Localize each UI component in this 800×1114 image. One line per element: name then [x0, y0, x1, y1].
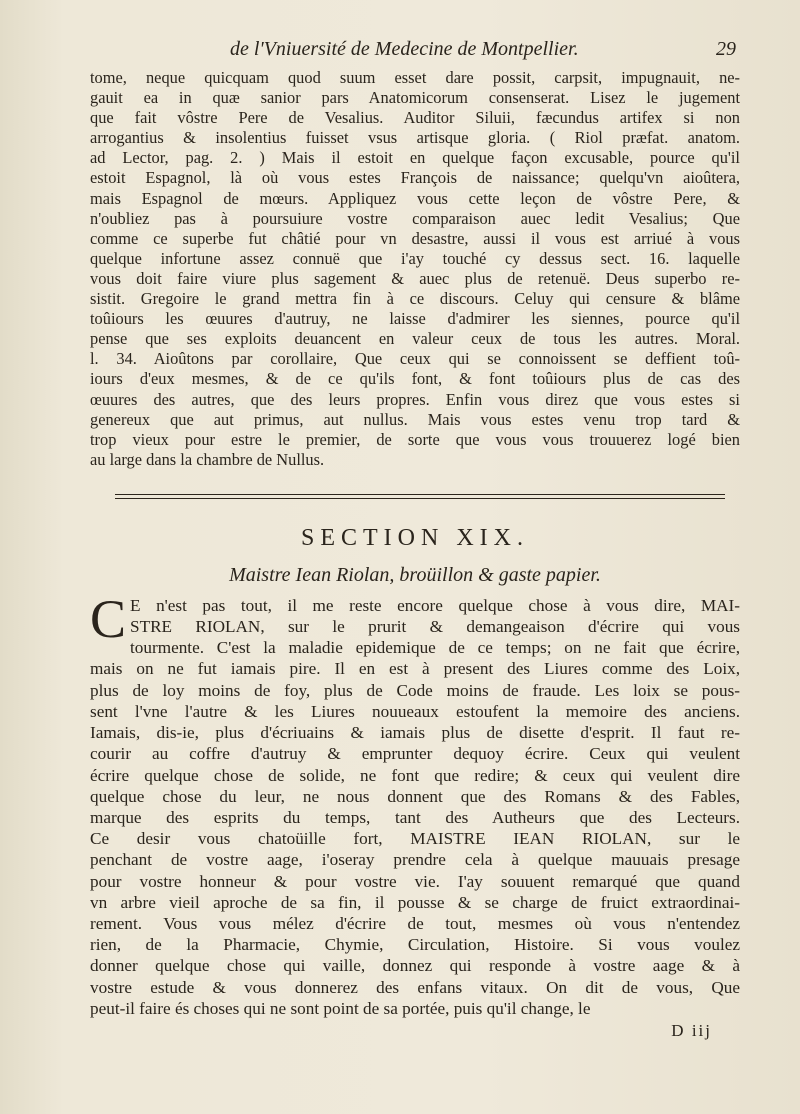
text-line: tourmente. C'est la maladie epidemique de ce temps; on ne fait que écrire, [130, 638, 740, 658]
text-line: mais on ne fut iamais pire. Il en est à present des Liures comme des Loix, [90, 659, 740, 679]
text-line: estoit Espagnol, là où vous estes François de naissance; quelqu'vn aioûtera, [90, 168, 740, 188]
text-line: mais Espagnol de mœurs. Appliquez vous cette leçon de vôstre Pere, & [90, 188, 740, 208]
text-line: tome, neque quicquam quod suum esset dare possit, carpsit, impugnauit, ne- [90, 68, 740, 87]
text-line: vostre estude & vous donnerez des enfans vitaux. On dit de vous, Que [90, 977, 740, 997]
drop-cap: C [90, 588, 127, 649]
text-line: comme ce superbe fut châtié pour vn desastre, aussi il vous est arriué à vous [90, 228, 740, 248]
text-line: que fait vôstre Pere de Vesalius. Auditor Siluii, fæcundus artifex si non [90, 108, 740, 128]
text-line: écrire quelque chose de solide, ne font que redire; & ceux qui veulent dire [90, 765, 740, 785]
text-line: sent l'vne l'autre & les Liures nouueaux estoufent la memoire des anciens. [90, 701, 740, 721]
text-line: quelque infortune assez connuë que i'ay touché cy dessus sect. 16. laquelle [90, 248, 740, 268]
text-line: courir au coffre d'autruy & emprunter dequoy écrire. Ceux qui veulent [90, 744, 740, 764]
text-line: toûiours les œuures d'autruy, ne laisse d'admirer les siennes, pource qu'il [90, 309, 740, 329]
section-body [90, 588, 740, 1019]
text-line: œuures des autres, que des leurs propres. Enfin vous direz que vous estes si [90, 389, 740, 409]
text-line: Iamais, dis-ie, plus d'écriuains & iamais plus de disette d'esprit. Il faut re- [90, 723, 740, 743]
text-line: ad Lector, pag. 2. ) Mais il estoit en quelque façon excusable, pource qu'il [90, 148, 740, 168]
section-rule [115, 494, 725, 499]
text-line: E n'est pas tout, il me reste encore quelque chose à vous dire, MAI- [130, 595, 740, 615]
text-line: vous doit faire viure plus sagement & auec plus de retenuë. Deus superbo re- [90, 268, 740, 288]
text-line: iours d'eux mesmes, & de ce qu'ils font, & font toûiours plus de cas des [90, 369, 740, 389]
text-line: quelque chose du leur, ne nous donnent que des Romans & des Fables, [90, 786, 740, 806]
text-line: genereux que aut primus, aut nullus. Mais vous estes venu trop tard & [90, 409, 740, 429]
text-line: Ce desir vous chatoüille fort, MAISTRE IEAN RIOLAN, sur le [90, 829, 740, 849]
section-subtitle: Maistre Iean Riolan, broüillon & gaste papier. [229, 563, 601, 586]
text-line: rement. Vous vous mélez d'écrire de tout, mesmes où vous n'entendez [90, 913, 740, 933]
passage-continuation [90, 68, 740, 470]
section-heading: SECTION XIX. [301, 524, 529, 551]
text-line: plus de loy moins de foy, plus de Code moins de fraude. Les loix se pous- [90, 680, 740, 700]
text-line: rien, de la Pharmacie, Chymie, Circulation, Histoire. Si vous voulez [90, 935, 740, 955]
text-line: arrogantius & insolentius fuisset vsus artisque gloria. ( Riol præfat. anatom. [90, 128, 740, 148]
text-line: vn arbre vieil aproche de sa fin, il pousse & se charge de fruict extraordinai- [90, 892, 740, 912]
text-line: pense que ses exploits deuancent en valeur ceux de tous les autres. Moral. [90, 329, 740, 349]
text-line: peut-il faire és choses qui ne sont point de sa portée, puis qu'il change, le [90, 998, 591, 1018]
page-number: 29 [716, 38, 736, 60]
signature-mark: D iij [671, 1020, 712, 1040]
text-line: pour vostre honneur & pour vostre vie. I'ay souuent remarqué que quand [90, 871, 740, 891]
text-line: gauit ea in quæ sanior pars Anatomicorum consenserat. Lisez le jugement [90, 88, 740, 108]
text-line: n'oubliez pas à poursuiure vostre comparaison auec ledit Vesalius; Que [90, 208, 740, 228]
text-line: trop vieux pour estre le premier, de sorte que vous vous trouuerez logé bien [90, 429, 740, 449]
text-line: au large dans la chambre de Nullus. [90, 449, 325, 469]
text-line: donner quelque chose qui vaille, donnez qui responde à vostre aage & à [90, 956, 740, 976]
text-line: STRE RIOLAN, sur le prurit & demangeaison d'écrire qui vous [130, 617, 740, 637]
text-line: l. 34. Aioûtons par corollaire, Que ceux qui se connoissent se deffient toû- [90, 349, 740, 369]
text-line: penchant de vostre aage, i'oseray prendre cela à quelque mauuais presage [90, 850, 740, 870]
running-title: de l'Vniuersité de Medecine de Montpellier. [230, 38, 579, 60]
text-line: marque des esprits du temps, tant des Autheurs que des Lecteurs. [90, 807, 740, 827]
text-line: sistit. Gregoire le grand mettra fin à ce discours. Celuy qui censure & blâme [90, 289, 740, 309]
running-head [230, 38, 740, 68]
